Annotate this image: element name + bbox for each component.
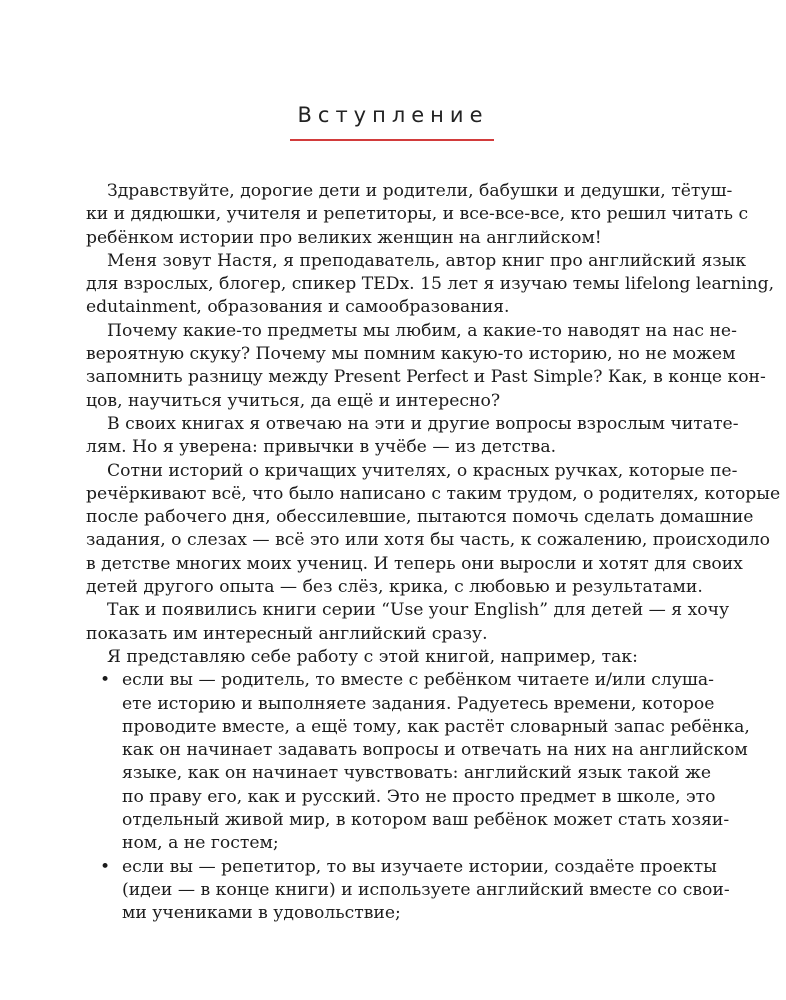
- paragraph: [86, 413, 739, 460]
- text-line: [86, 436, 710, 459]
- line-text: ребёнком истории про великих женщин на английском!: [86, 227, 602, 248]
- text-line: [86, 343, 736, 366]
- line-text: проводите вместе, а ещё тому, как растёт словарный запас ребёнка,: [122, 716, 750, 737]
- line-text: детей другого опыта — без слёз, крика, с любовью и результатами.: [86, 577, 703, 598]
- line-text: отдельный живой мир, в котором ваш ребёнок может стать хозяи-: [122, 810, 730, 831]
- body-text: [86, 180, 781, 926]
- line-text: Здравствуйте, дорогие дети и родители, бабушки и дедушки, тётуш-: [107, 181, 733, 201]
- text-line: [86, 623, 710, 646]
- text-line: [86, 227, 710, 250]
- bullet-mark: •: [100, 670, 111, 691]
- line-text: ете историю и выполняете задания. Радуетесь времени, которое: [122, 693, 715, 714]
- line-text: если вы — репетитор, то вы изучаете истории, создаёте проекты: [122, 856, 717, 877]
- text-line: [86, 553, 743, 576]
- bullet-mark: •: [100, 856, 111, 877]
- text-line: [86, 320, 737, 343]
- line-text: Меня зовут Настя, я преподаватель, автор книг про английский язык: [107, 250, 747, 271]
- line-text: ки и дядюшки, учителя и репетиторы, и все-все-все, кто решил читать с: [86, 204, 749, 225]
- line-text: вероятную скуку? Почему мы помним какую-то историю, но не можем: [86, 344, 736, 365]
- text-line: [86, 390, 710, 413]
- text-line: [86, 693, 715, 716]
- paragraph: [86, 646, 710, 669]
- text-line: [86, 529, 771, 552]
- line-text: ном, а не гостем;: [122, 833, 279, 854]
- text-line: [86, 832, 710, 855]
- text-line: [86, 250, 747, 273]
- heading-underline: [290, 139, 494, 141]
- line-text: по праву его, как и русский. Это не просто предмет в школе, это: [122, 786, 716, 807]
- line-text: Сотни историй о кричащих учителях, о красных ручках, которые пе-: [107, 460, 738, 481]
- text-line: [86, 879, 730, 902]
- text-line: [86, 809, 730, 832]
- text-line: [86, 646, 710, 669]
- text-line: [86, 296, 710, 319]
- text-line: [86, 483, 781, 506]
- text-line: [86, 786, 716, 809]
- text-line: [86, 762, 710, 785]
- line-text: Я представляю себе работу с этой книгой, например, так:: [107, 646, 638, 667]
- line-text: речёркивают всё, что было написано с таким трудом, о родителях, которые: [86, 483, 781, 504]
- line-text: edutainment, образования и самообразования.: [86, 297, 510, 318]
- line-text: если вы — родитель, то вместе с ребёнком читаете и/или слуша-: [122, 670, 714, 691]
- line-text: для взрослых, блогер, спикер TEDx. 15 лет я изучаю темы lifelong learning,: [86, 274, 775, 295]
- line-text: языке, как он начинает чувствовать: английский язык такой же: [122, 763, 712, 784]
- line-text: лям. Но я уверена: привычки в учёбе — из детства.: [86, 437, 557, 458]
- bullet-item: [86, 669, 750, 855]
- paragraph: [86, 250, 775, 320]
- line-text: запомнить разницу между Present Perfect и Past Simple? Как, в конце кон-: [86, 367, 766, 388]
- paragraph: [86, 599, 730, 646]
- line-text: ми учениками в удовольствие;: [122, 903, 401, 924]
- line-text: после рабочего дня, обессилевшие, пытаются помочь сделать домашние: [86, 507, 754, 528]
- text-line: [86, 413, 739, 436]
- line-text: Так и появились книги серии “Use your English” для детей — я хочу: [107, 600, 730, 621]
- chapter-heading: Вступление: [297, 103, 489, 127]
- text-line: [86, 366, 766, 389]
- text-line: [86, 203, 749, 226]
- line-text: В своих книгах я отвечаю на эти и другие вопросы взрослым читате-: [107, 413, 739, 434]
- text-line: [86, 599, 730, 622]
- line-text: показать им интересный английский сразу.: [86, 623, 488, 644]
- text-line: [86, 739, 748, 762]
- line-text: задания, о слезах — всё это или хотя бы часть, к сожалению, происходило: [86, 530, 771, 551]
- paragraph: [86, 460, 781, 600]
- line-text: (идеи — в конце книги) и используете английский вместе со свои-: [122, 879, 730, 900]
- text-line: [86, 902, 710, 925]
- text-line: [86, 669, 714, 692]
- text-line: [86, 716, 750, 739]
- text-line: [86, 506, 754, 529]
- text-line: [86, 460, 738, 483]
- bullet-item: [86, 856, 730, 926]
- line-text: в детстве многих моих учениц. И теперь они выросли и хотят для своих: [86, 553, 743, 574]
- text-line: [86, 576, 710, 599]
- text-line: [86, 180, 733, 203]
- text-line: [86, 856, 717, 879]
- text-line: [86, 273, 775, 296]
- line-text: Почему какие-то предметы мы любим, а какие-то наводят на нас не-: [107, 320, 737, 341]
- line-text: как он начинает задавать вопросы и отвечать на них на английском: [122, 740, 748, 761]
- line-text: цов, научиться учиться, да ещё и интересно?: [86, 390, 501, 411]
- paragraph: [86, 180, 749, 250]
- paragraph: [86, 320, 766, 413]
